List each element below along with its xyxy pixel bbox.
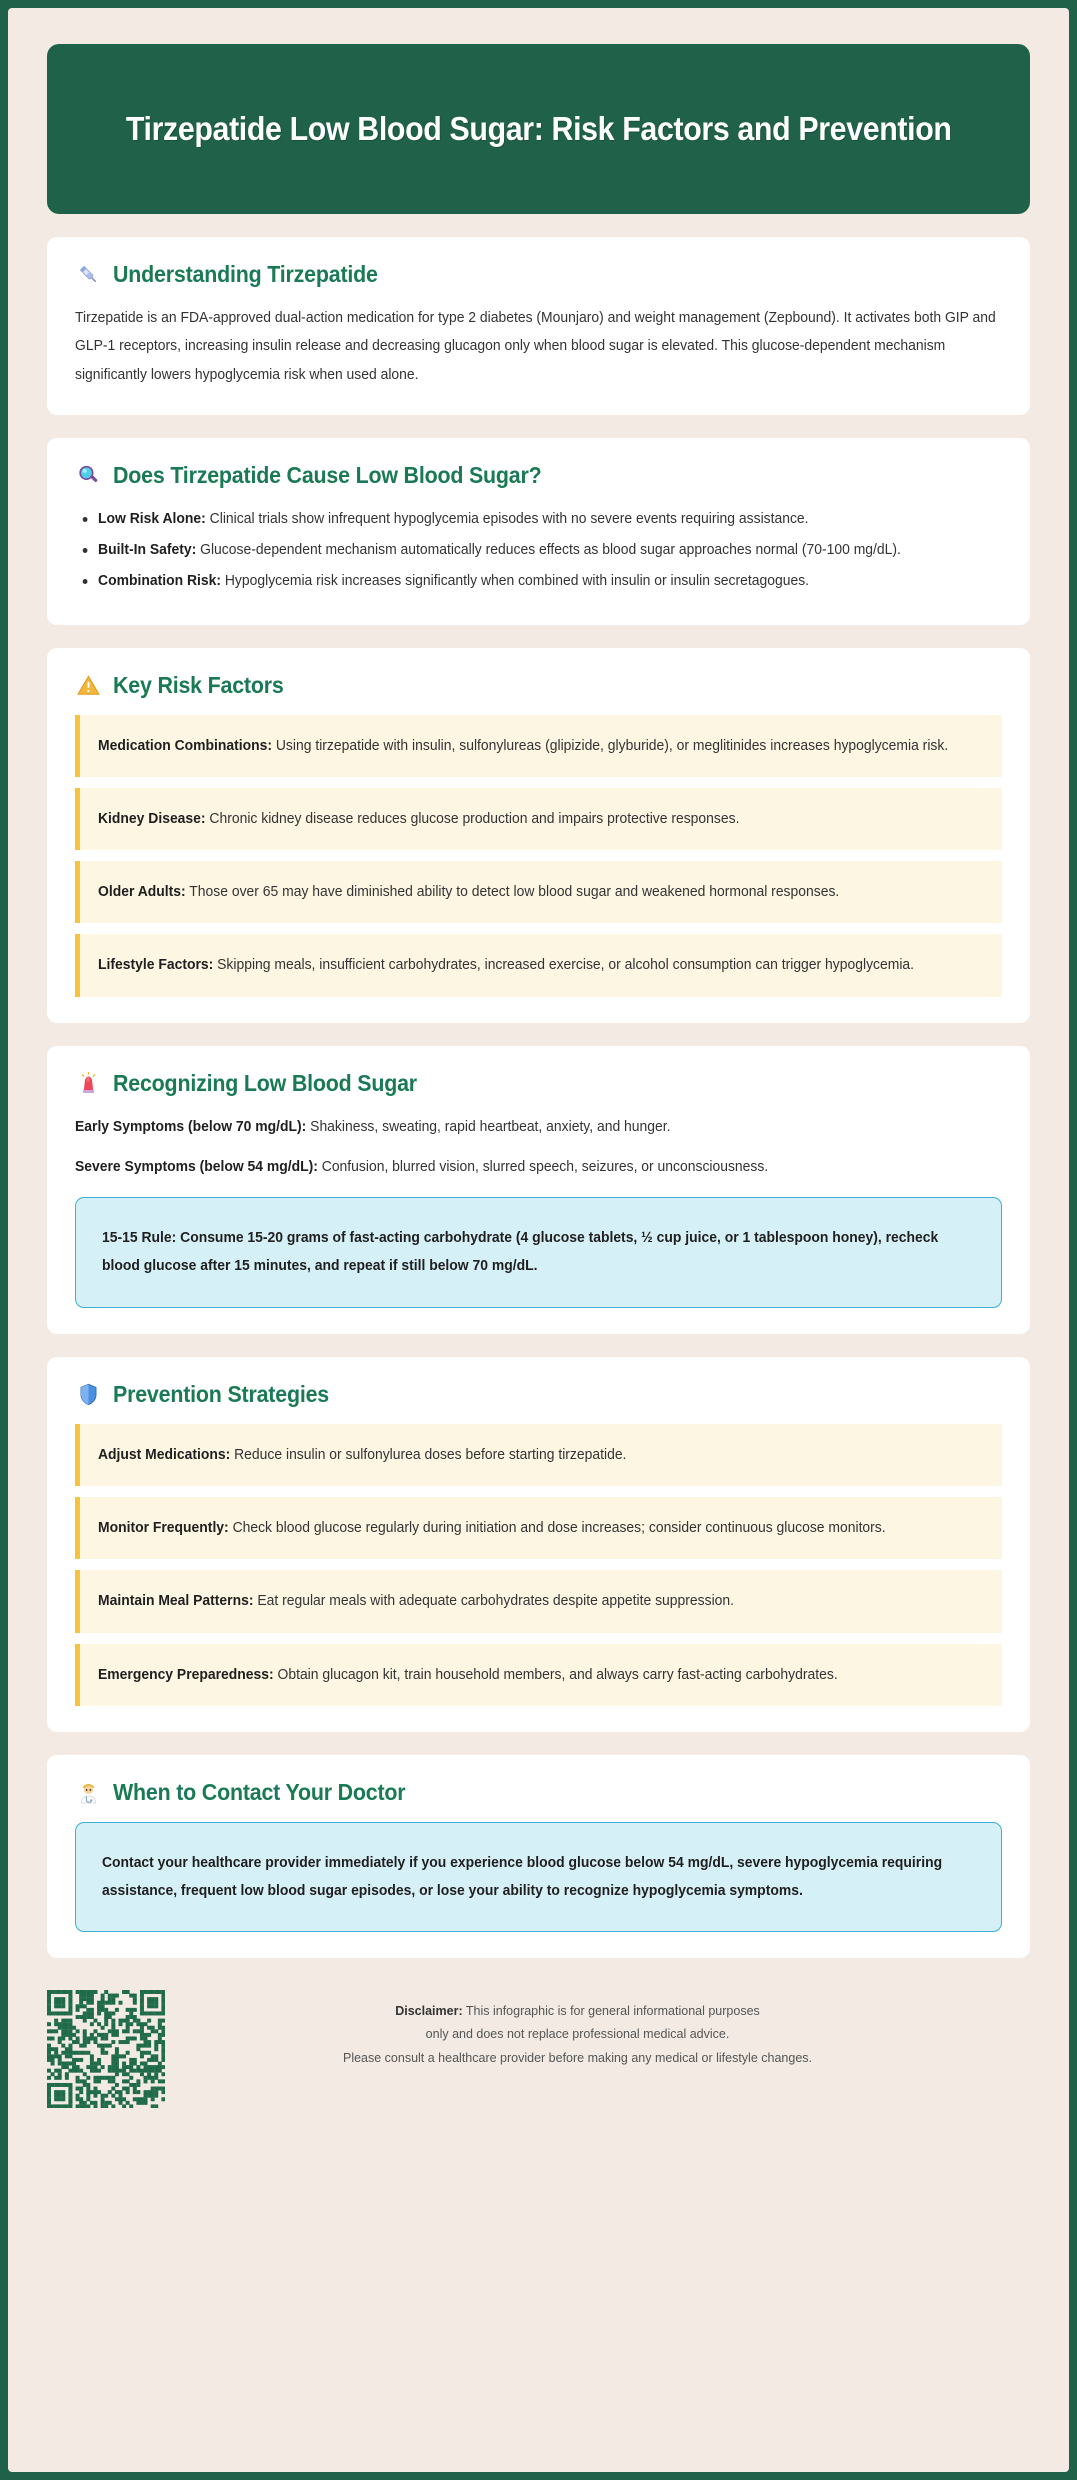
item-label: Monitor Frequently: — [98, 1519, 229, 1536]
section-title: Understanding Tirzepatide — [113, 261, 378, 287]
footer — [47, 1982, 1030, 2132]
qr-code — [47, 1990, 165, 2108]
magnifying-glass-icon — [75, 462, 102, 489]
item-text: Obtain glucagon kit, train household members, and always carry fast-acting carbohydrates. — [277, 1666, 838, 1683]
severe-symptoms — [75, 1153, 1001, 1181]
disclaimer-line-1 — [165, 2000, 990, 2023]
item-label: Adjust Medications: — [98, 1446, 231, 1463]
early-symptoms-text: Shakiness, sweating, rapid heartbeat, anxiety, and hunger. — [310, 1118, 671, 1135]
item-text: Eat regular meals with adequate carbohydrates despite appetite suppression. — [257, 1593, 735, 1610]
contact-doctor-callout — [75, 1822, 1002, 1933]
warning-triangle-icon — [75, 672, 102, 699]
page-title: Tirzepatide Low Blood Sugar: Risk Factors and Prevention — [125, 110, 952, 147]
callout-text: 15-15 Rule: Consume 15-20 grams of fast-acting carbohydrate (4 glucose tablets, ½ cup juice, or 1 tablespoon honey), recheck blood glucose after 15 minutes, and repeat if still below 70 mg/dL. — [102, 1230, 939, 1275]
callout-text: Contact your healthcare provider immediately if you experience blood glucose below 54 mg/dL, severe hypoglycemia requiring assistance, frequent low blood sugar episodes, or lose your ability to recognize hypoglycemia symptoms. — [102, 1854, 943, 1900]
item-label: Emergency Preparedness: — [98, 1666, 274, 1683]
infographic-body — [8, 8, 1069, 2472]
risk-factor-item — [75, 715, 1002, 777]
risk-factor-item — [75, 861, 1002, 923]
list-item — [75, 536, 1001, 564]
prevention-item — [75, 1424, 1002, 1486]
risk-factor-item — [75, 934, 1002, 996]
item-label: Medication Combinations: — [98, 737, 272, 754]
section-prevention-strategies — [47, 1357, 1030, 1732]
disclaimer-line-3: Please consult a healthcare provider before making any medical or lifestyle changes. — [342, 2050, 812, 2065]
item-text: Skipping meals, insufficient carbohydrates, increased exercise, or alcohol consumption can trigger hypoglycemia. — [217, 957, 915, 974]
section-header — [75, 261, 1002, 288]
causes-bullet-list — [75, 505, 1002, 596]
bullet-text: Glucose-dependent mechanism automatically reduces effects as blood sugar approaches normal (70-100 mg/dL). — [200, 542, 901, 559]
list-item — [75, 505, 1001, 533]
bullet-text: Hypoglycemia risk increases significantly when combined with insulin or insulin secretagogues. — [224, 573, 810, 590]
item-label: Kidney Disease: — [98, 810, 206, 827]
item-text: Check blood glucose regularly during initiation and dose increases; consider continuous glucose monitors. — [232, 1519, 886, 1536]
item-text: Reduce insulin or sulfonylurea doses before starting tirzepatide. — [234, 1446, 627, 1463]
prevention-item — [75, 1644, 1002, 1706]
alarm-light-icon — [75, 1070, 102, 1097]
section-title: Recognizing Low Blood Sugar — [113, 1069, 417, 1096]
early-symptoms — [75, 1113, 1001, 1141]
item-label: Older Adults: — [98, 884, 186, 901]
section-header — [75, 1070, 1002, 1097]
bullet-text: Clinical trials show infrequent hypoglycemia episodes with no severe events requiring assistance. — [209, 510, 809, 527]
item-label: Lifestyle Factors: — [98, 957, 214, 974]
header-banner — [47, 44, 1030, 214]
section-understanding-tirzepatide — [47, 237, 1030, 415]
list-item — [75, 567, 1001, 595]
section-does-tirzepatide-cause-low-blood-sugar — [47, 438, 1030, 625]
prevention-item — [75, 1497, 1002, 1559]
bullet-label: Built-In Safety: — [98, 542, 197, 559]
syringe-icon — [75, 261, 102, 288]
fifteen-fifteen-rule-callout — [75, 1197, 1002, 1308]
section-header — [75, 1381, 1002, 1408]
prevention-item — [75, 1570, 1002, 1632]
disclaimer-label: Disclaimer: — [395, 2004, 463, 2019]
section-header — [75, 1779, 1002, 1806]
disclaimer-text-1: This infographic is for general informational purposes — [465, 2004, 760, 2019]
section-title: When to Contact Your Doctor — [113, 1778, 406, 1805]
risk-factor-item — [75, 788, 1002, 850]
bullet-label: Low Risk Alone: — [98, 510, 206, 527]
severe-symptoms-label: Severe Symptoms (below 54 mg/dL): — [75, 1158, 318, 1175]
section-key-risk-factors — [47, 648, 1030, 1023]
severe-symptoms-text: Confusion, blurred vision, slurred speech, seizures, or unconsciousness. — [321, 1158, 769, 1175]
bullet-label: Combination Risk: — [98, 573, 222, 590]
section-title: Prevention Strategies — [113, 1380, 330, 1407]
item-text: Using tirzepatide with insulin, sulfonylureas (glipizide, glyburide), or meglitinides increases hypoglycemia risk. — [275, 737, 949, 754]
item-text: Those over 65 may have diminished ability to detect low blood sugar and weakened hormonal responses. — [189, 884, 840, 901]
disclaimer — [165, 1982, 1030, 2069]
early-symptoms-label: Early Symptoms (below 70 mg/dL): — [75, 1118, 307, 1135]
shield-icon — [75, 1381, 102, 1408]
section-recognizing-low-blood-sugar — [47, 1046, 1030, 1334]
doctor-icon — [75, 1779, 102, 1806]
section-when-to-contact-your-doctor — [47, 1755, 1030, 1959]
section-paragraph: Tirzepatide is an FDA-approved dual-action medication for type 2 diabetes (Mounjaro) and weight management (Zepbound). It activates both GIP and GLP-1 receptors, increasing insulin release and decreasing glucagon only when blood sugar is elevated. This glucose-dependent mechanism significantly lowers hypoglycemia risk when used alone. — [75, 310, 996, 383]
item-text: Chronic kidney disease reduces glucose production and impairs protective responses. — [209, 810, 740, 827]
section-header — [75, 462, 1002, 489]
section-title: Key Risk Factors — [113, 671, 284, 698]
disclaimer-line-2: only and does not replace professional medical advice. — [425, 2027, 730, 2042]
section-title: Does Tirzepatide Cause Low Blood Sugar? — [113, 461, 542, 488]
section-header — [75, 672, 1002, 699]
item-label: Maintain Meal Patterns: — [98, 1593, 254, 1610]
